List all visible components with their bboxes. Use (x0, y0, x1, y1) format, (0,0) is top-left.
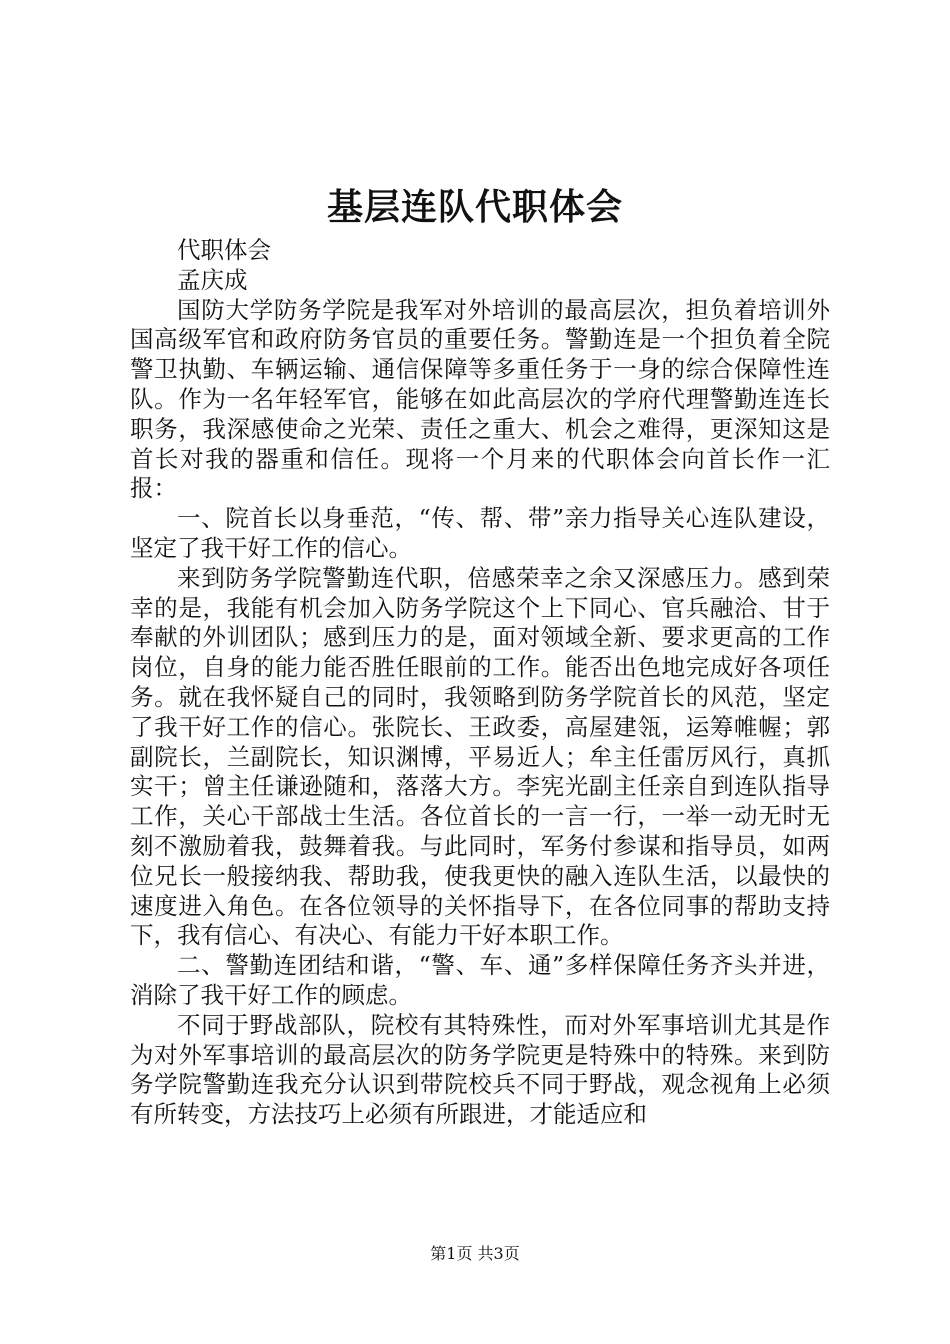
paragraph: 孟庆成 (177, 265, 248, 294)
paragraph: 来到防务学院警勤连代职，倍感荣幸之余又深感压力。感到荣幸的是，我能有机会加入防务学院这个上下同心、官兵融洽、甘于奉献的外训团队；感到压力的是，面对领域全新、要求更高的工作岗位，自身的能力能否胜任眼前的工作。能否出色地完成好各项任务。就在我怀疑自己的同时，我领略到防务学院首长的风范，坚定了我干好工作的信心。张院长、王政委，高屋建瓴，运筹帷幄；郭副院长，兰副院长，知识渊博，平易近人；牟主任雷厉风行，真抓实干；曾主任谦逊随和，落落大方。李宪光副主任亲自到连队指导工作，关心干部战士生活。各位首长的一言一行，一举一动无时无刻不激励着我，鼓舞着我。与此同时，军务付参谋和指导员，如两位兄长一般接纳我、帮助我，使我更快的融入连队生活，以最快的速度进入角色。在各位领导的关怀指导下，在各位同事的帮助支持下，我有信心、有决心、有能力干好本职工作。 (130, 563, 830, 950)
document-body (130, 236, 830, 1130)
paragraph: 国防大学防务学院是我军对外培训的最高层次，担负着培训外国高级军官和政府防务官员的重要任务。警勤连是一个担负着全院警卫执勤、车辆运输、通信保障等多重任务于一身的综合保障性连队。作为一名年轻军官，能够在如此高层次的学府代理警勤连连长职务，我深感使命之光荣、责任之重大、机会之难得，更深知这是首长对我的器重和信任。现将一个月来的代职体会向首长作一汇报： (130, 295, 830, 503)
document-title: 基层连队代职体会 (326, 186, 623, 228)
paragraph: 代职体会 (177, 236, 271, 264)
paragraph: 一、院首长以身垂范，“传、帮、带”亲力指导关心连队建设，坚定了我干好工作的信心。 (130, 504, 830, 562)
paragraph: 不同于野战部队，院校有其特殊性，而对外军事培训尤其是作为对外军事培训的最高层次的防务学院更是特殊中的特殊。来到防务学院警勤连我充分认识到带院校兵不同于野战，观念视角上必须有所转变，方法技巧上必须有所跟进，才能适应和 (130, 1010, 830, 1129)
page-footer: 第1页 共3页 (430, 1244, 520, 1263)
paragraph: 二、警勤连团结和谐，“警、车、通”多样保障任务齐头并进，消除了我干好工作的顾虑。 (130, 951, 830, 1009)
